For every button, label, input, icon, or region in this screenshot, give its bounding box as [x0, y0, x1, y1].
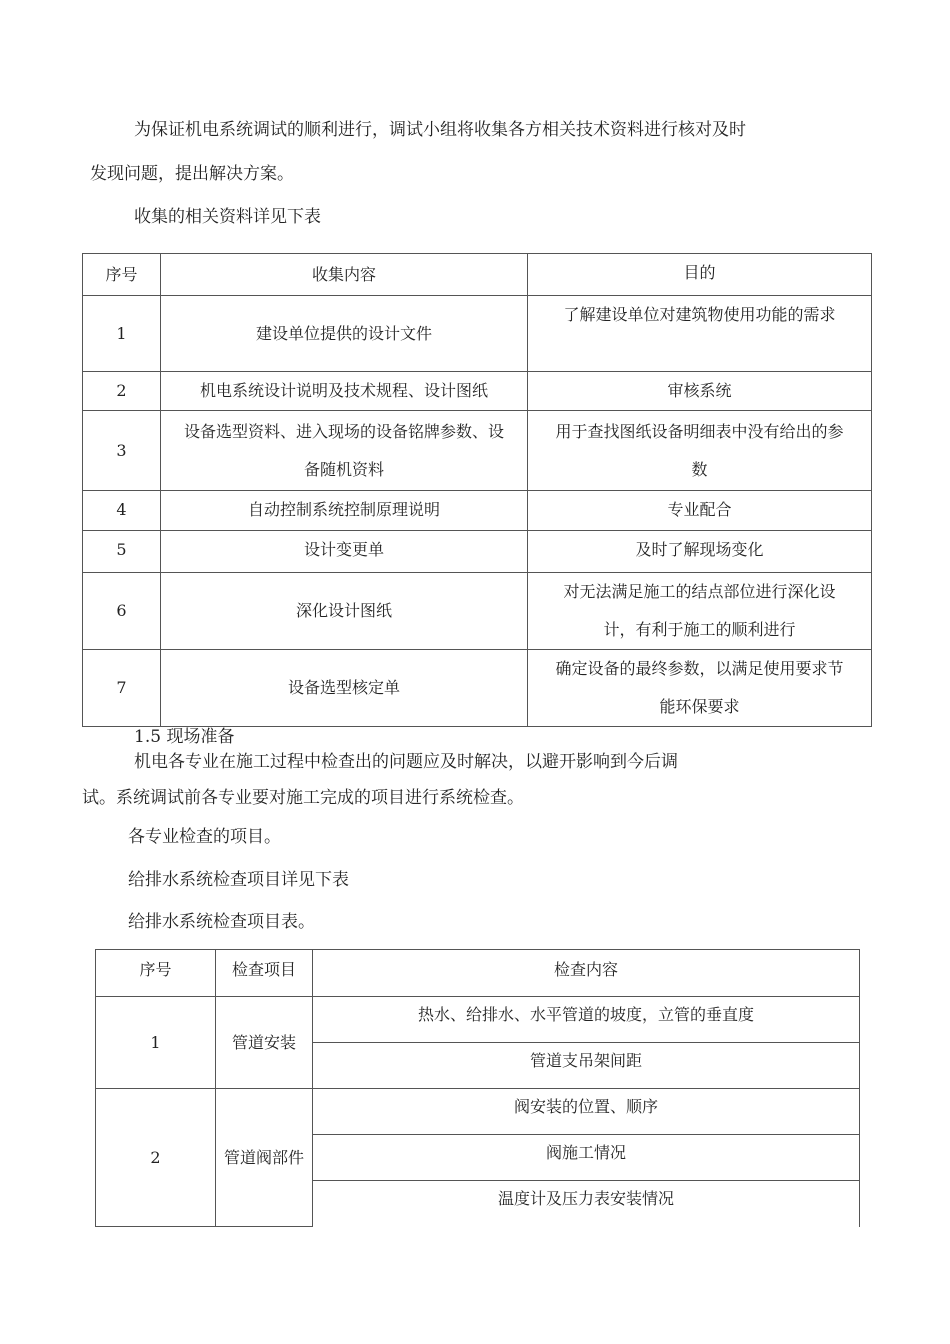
section-p4: 给排水系统检查项目表。	[128, 912, 315, 932]
row-purpose	[528, 650, 872, 727]
table-row	[96, 1089, 860, 1135]
table-row	[83, 491, 872, 531]
row-purpose: 审核系统	[528, 372, 872, 411]
row-item: 管道安装	[216, 997, 313, 1089]
row-content-line: 备随机资料	[303, 459, 384, 479]
row-item: 管道阀部件	[216, 1089, 313, 1227]
row-content-line: 设备选型资料、进入现场的设备铭牌参数、设	[183, 421, 504, 441]
row-content: 建设单位提供的设计文件	[161, 296, 528, 372]
table-header-row	[83, 254, 872, 296]
row-check-content: 温度计及压力表安装情况	[313, 1181, 860, 1227]
materials-table	[82, 253, 872, 727]
header-seq: 序号	[96, 950, 216, 997]
row-no: 1	[83, 296, 161, 372]
row-no: 6	[83, 573, 161, 650]
row-purpose: 了解建设单位对建筑物使用功能的需求	[528, 296, 872, 372]
header-purpose: 目的	[528, 254, 872, 296]
table-row	[83, 531, 872, 573]
row-content: 设备选型核定单	[161, 650, 528, 727]
row-no: 3	[83, 411, 161, 491]
row-content: 自动控制系统控制原理说明	[161, 491, 528, 531]
header-item: 检查项目	[216, 950, 313, 997]
intro-line-3: 收集的相关资料详见下表	[134, 207, 321, 227]
row-no: 4	[83, 491, 161, 531]
header-content: 收集内容	[161, 254, 528, 296]
row-check-content: 阀安装的位置、顺序	[313, 1089, 860, 1135]
row-purpose: 及时了解现场变化	[528, 531, 872, 573]
row-no: 7	[83, 650, 161, 727]
section-p2: 各专业检查的项目。	[128, 827, 281, 847]
row-purpose-line: 计，有利于施工的顺利进行	[603, 620, 796, 639]
intro-line-1: 为保证机电系统调试的顺利进行，调试小组将收集各方相关技术资料进行核对及时	[134, 120, 746, 140]
row-check-content: 管道支吊架间距	[313, 1043, 860, 1089]
row-purpose-line: 数	[691, 459, 708, 479]
row-purpose	[528, 411, 872, 491]
row-check-content: 阀施工情况	[313, 1135, 860, 1181]
row-content: 机电系统设计说明及技术规程、设计图纸	[161, 372, 528, 411]
table-row	[83, 296, 872, 372]
row-no: 5	[83, 531, 161, 573]
header-check-content: 检查内容	[313, 950, 860, 997]
section-heading: 1.5 现场准备	[134, 727, 235, 747]
section-p1-line-2: 试。系统调试前各专业要对施工完成的项目进行系统检查。	[82, 788, 524, 808]
row-purpose-line: 用于查找图纸设备明细表中没有给出的参	[555, 421, 844, 441]
row-purpose-line: 对无法满足施工的结点部位进行深化设	[563, 582, 836, 601]
section-p3: 给排水系统检查项目详见下表	[128, 870, 349, 890]
row-no: 1	[96, 997, 216, 1089]
row-no: 2	[96, 1089, 216, 1227]
row-purpose-line: 能环保要求	[659, 697, 740, 716]
row-purpose-line: 确定设备的最终参数，以满足使用要求节	[555, 659, 844, 678]
header-seq: 序号	[83, 254, 161, 296]
row-no: 2	[83, 372, 161, 411]
table-row	[83, 372, 872, 411]
table-row	[83, 650, 872, 727]
row-content: 深化设计图纸	[161, 573, 528, 650]
row-purpose	[528, 573, 872, 650]
row-content: 设计变更单	[161, 531, 528, 573]
table-row	[83, 411, 872, 491]
plumbing-check-table	[95, 949, 860, 1227]
row-content	[161, 411, 528, 491]
table-row	[83, 573, 872, 650]
table-row	[96, 997, 860, 1043]
row-purpose: 专业配合	[528, 491, 872, 531]
intro-line-2: 发现问题，提出解决方案。	[90, 164, 294, 184]
row-check-content: 热水、给排水、水平管道的坡度，立管的垂直度	[313, 997, 860, 1043]
section-p1-line-1: 机电各专业在施工过程中检查出的问题应及时解决，以避开影响到今后调	[134, 752, 678, 772]
table-header-row	[96, 950, 860, 997]
